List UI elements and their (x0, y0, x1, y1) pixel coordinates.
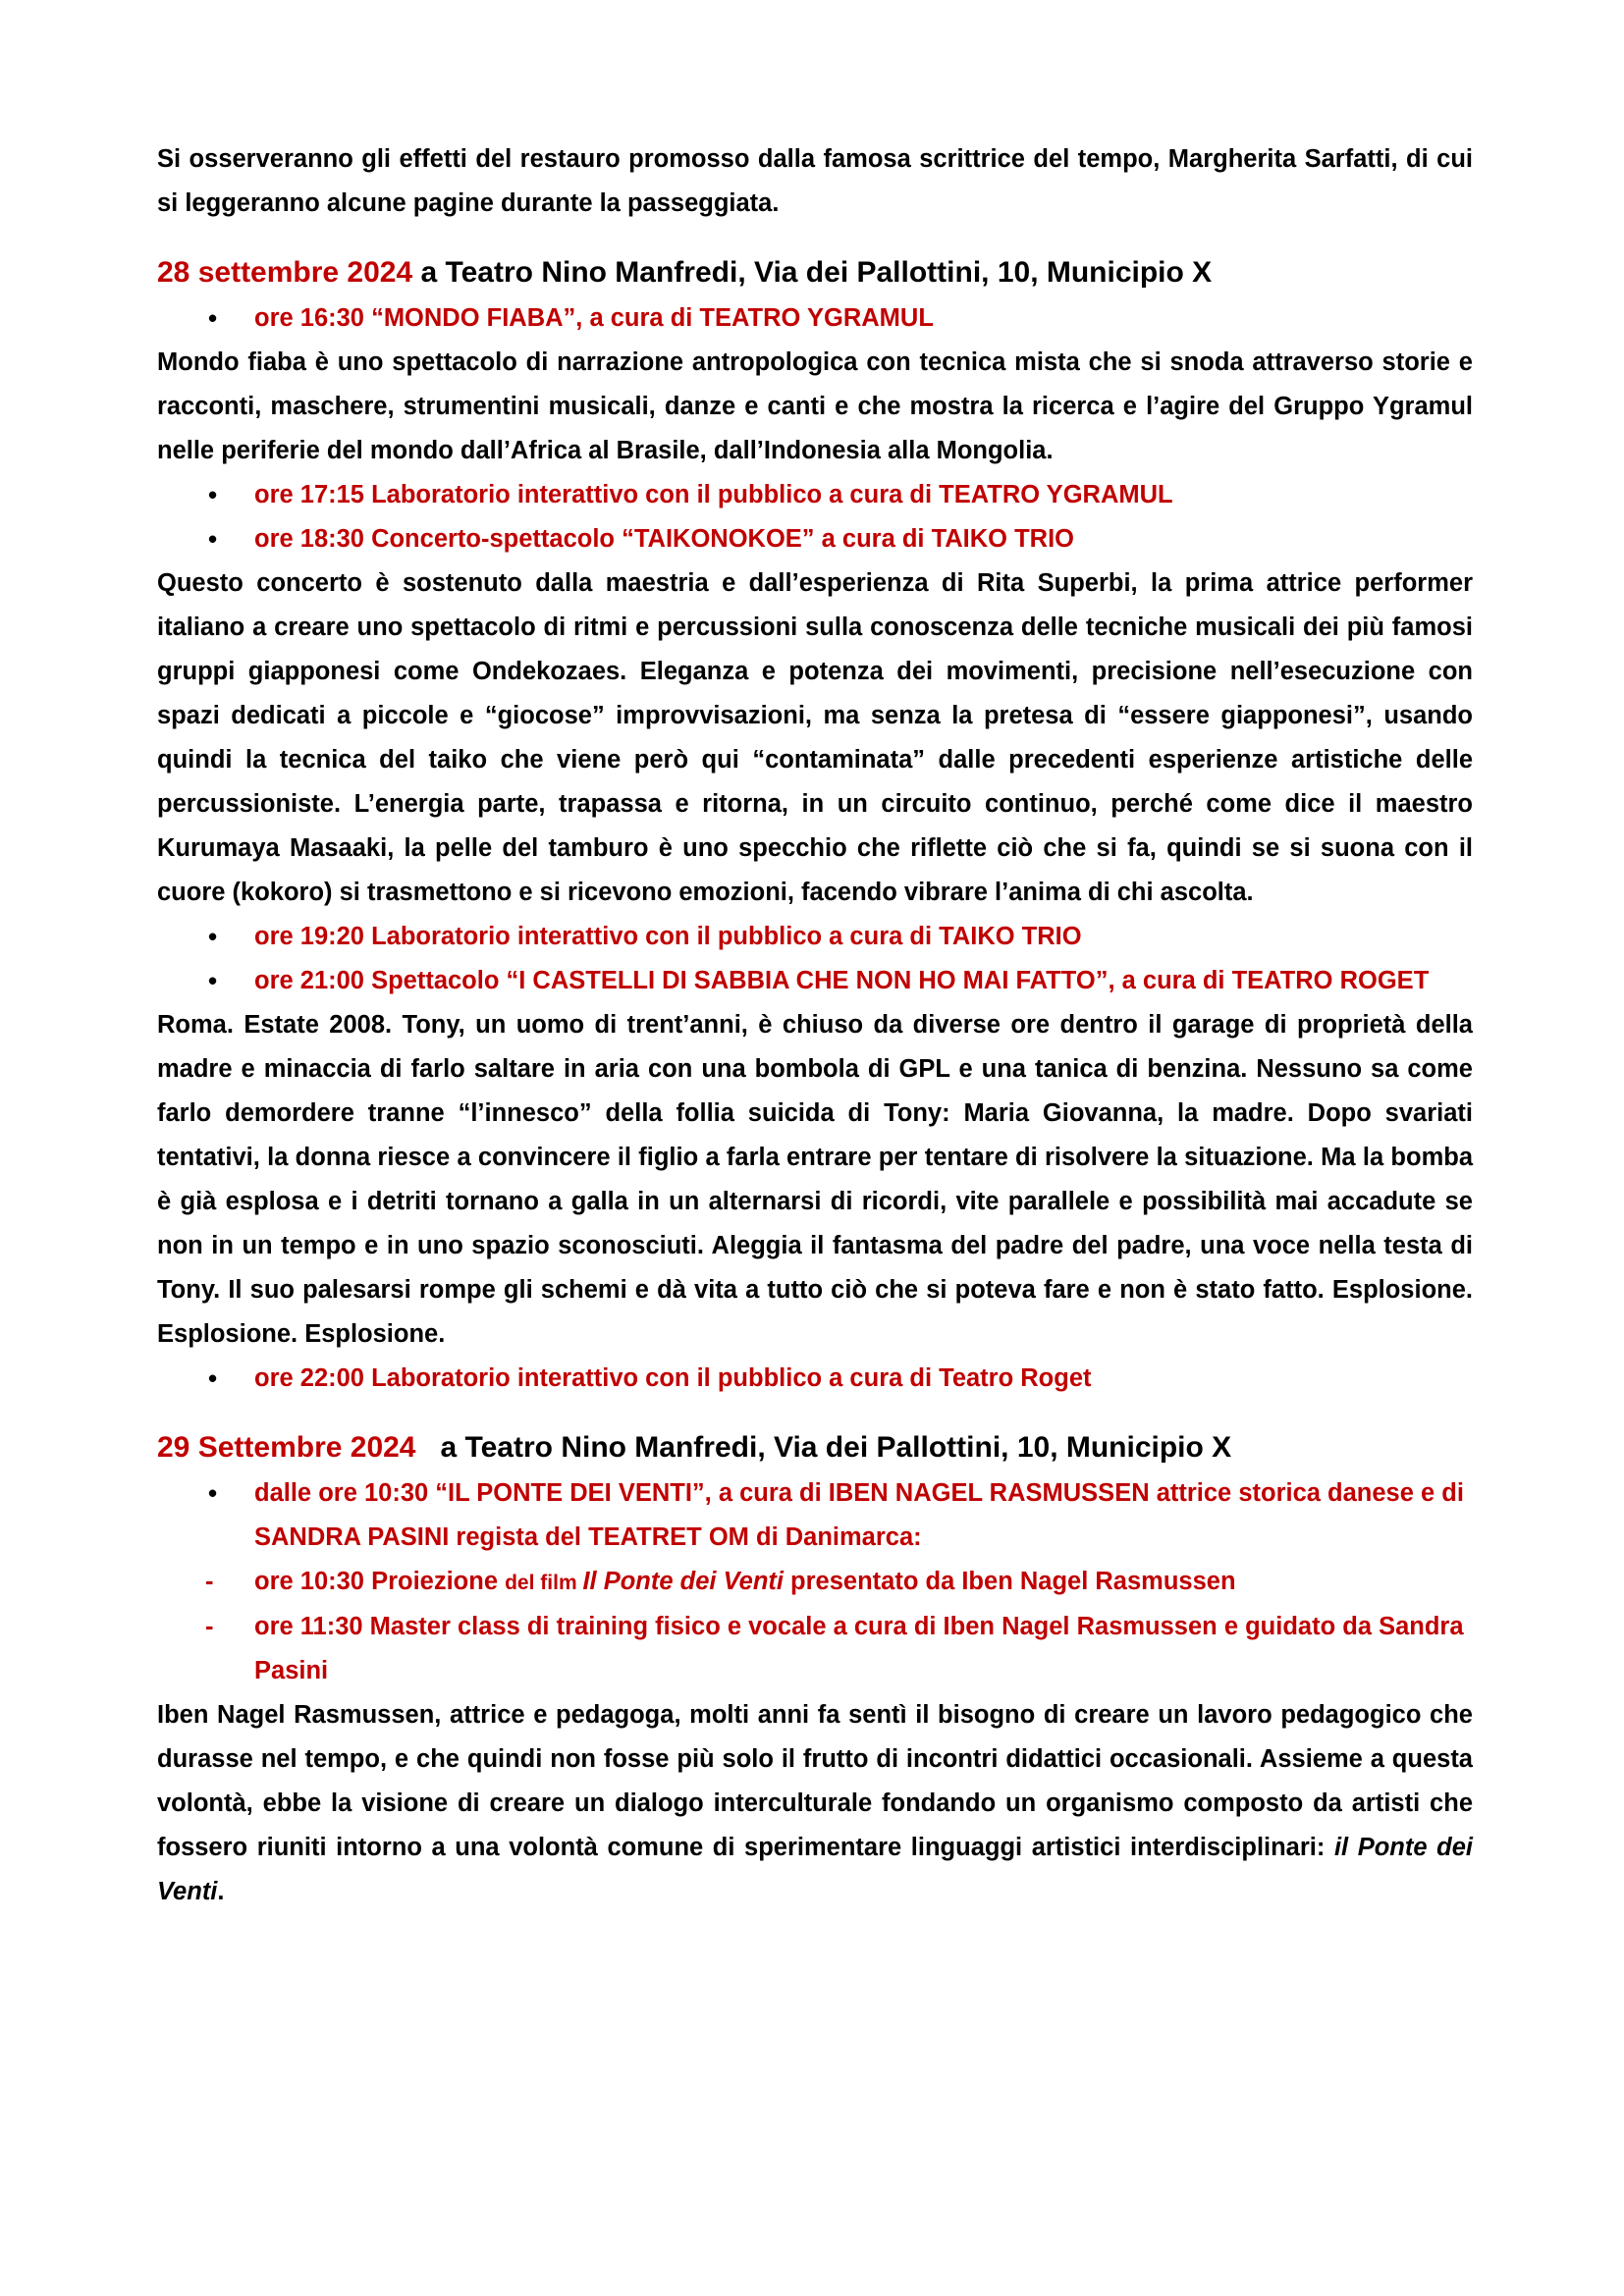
dash-marker: - (205, 1613, 214, 1640)
bullet-icon: • (208, 303, 218, 333)
bullet-icon: • (208, 1363, 218, 1393)
day1-item-2-text: ore 17:15 Laboratorio interattivo con il pubblico a cura di TEATRO YGRAMUL (254, 481, 1173, 508)
day2-subitem-1 (205, 1560, 1473, 1605)
bullet-icon: • (208, 1478, 218, 1508)
day1-item-1-text: ore 16:30 “MONDO FIABA”, a cura di TEATRO YGRAMUL (254, 304, 934, 332)
day1-list-d (157, 915, 1473, 959)
day2-desc-title: il Ponte dei Venti (157, 1834, 1473, 1905)
day1-list-c (157, 517, 1473, 561)
bullet-icon: • (208, 524, 218, 554)
day1-item-4-text: ore 19:20 Laboratorio interattivo con il pubblico a cura di TAIKO TRIO (254, 923, 1082, 950)
day1-item-4 (157, 915, 1473, 959)
day2-list (157, 1471, 1473, 1693)
day1-desc-1: Mondo fiaba è uno spettacolo di narrazione antropologica con tecnica mista che si snoda attraverso storie e racconti, maschere, strumentini musicali, danze e canti e che mostra la ricerca e l’agire del Gruppo Ygramul nelle periferie del mondo dall’Africa al Brasile, dall’Indonesia alla Mongolia. (157, 348, 1473, 464)
day1-item-1 (157, 296, 1473, 341)
day2-desc-end: . (217, 1878, 225, 1905)
day1-list-e (157, 959, 1473, 1003)
day1-item-3 (157, 517, 1473, 561)
dash-marker: - (205, 1568, 214, 1595)
day2-subitem-2 (205, 1605, 1473, 1693)
day1-desc-5: Roma. Estate 2008. Tony, un uomo di trent’anni, è chiuso da diverse ore dentro il garage di proprietà della madre e minaccia di farlo saltare in aria con una bombola di GPL e una tanica di benzina. Nessuno sa come farlo demordere tranne “l’innesco” della follia suicida di Tony: Maria Giovanna, la madre. Dopo svariati tentativi, la donna riesce a convincere il figlio a farla entrare per tentare di risolvere la situazione. Ma la bomba è già esplosa e i detriti tornano a galla in un alternarsi di ricordi, vite parallele e possibilità mai accadute se non in un tempo e in uno spazio sconosciuti. Aleggia il fantasma del padre del padre, una voce nella testa di Tony. Il suo palesarsi rompe gli schemi e dà vita a tutto ciò che si poteva fare e non è stato fatto. Esplosione. Esplosione. Esplosione. (157, 1011, 1473, 1348)
bullet-icon: • (208, 966, 218, 995)
day2-desc-text: Iben Nagel Rasmussen, attrice e pedagoga, molti anni fa sentì il bisogno di creare un lavoro pedagogico che durasse nel tempo, e che quindi non fosse più solo il frutto di incontri didattici occasionali. Assieme a questa volontà, ebbe la visione di creare un dialogo interculturale fondando un organismo composto da artisti che fossero riuniti intorno a una volontà comune di sperimentare linguaggi artistici interdisciplinari: (157, 1701, 1473, 1861)
day1-item-3-text: ore 18:30 Concerto-spettacolo “TAIKONOKOE” a cura di TAIKO TRIO (254, 525, 1075, 553)
day1-item-5 (157, 959, 1473, 1003)
day1-list-f (157, 1357, 1473, 1401)
day2-heading (157, 1426, 1473, 1469)
day1-heading (157, 251, 1473, 294)
day2-subitem-1-pre: ore 10:30 Proiezione (254, 1568, 506, 1595)
day1-list-a (157, 296, 1473, 341)
day2-subitem-2-text: ore 11:30 Master class di training fisico e vocale a cura di Iben Nagel Rasmussen e guidato da Sandra Pasini (254, 1613, 1464, 1684)
day1-item-5-text: ore 21:00 Spettacolo “I CASTELLI DI SABBIA CHE NON HO MAI FATTO”, a cura di TEATRO ROGET (254, 967, 1430, 994)
day2-subitem-1-title: Il Ponte dei Venti (582, 1568, 784, 1595)
day1-desc-3: Questo concerto è sostenuto dalla maestria e dall’esperienza di Rita Superbi, la prima attrice performer italiano a creare uno spettacolo di ritmi e percussioni sulla conoscenza delle tecniche musicali dei più famosi gruppi giapponesi come Ondekozaes. Eleganza e potenza dei movimenti, precisione nell’esecuzione con spazi dedicati a piccole e “giocose” improvvisazioni, ma senza la pretesa di “essere giapponesi”, usando quindi la tecnica del taiko che viene però qui “contaminata” dalle precedenti esperienze artistiche delle percussioniste. L’energia parte, trapassa e ritorna, in un circuito continuo, perché come dice il maestro Kurumaya Masaaki, la pelle del tamburo è uno specchio che riflette ciò che si fa, quindi se si suona con il cuore (kokoro) si trasmettono e si ricevono emozioni, facendo vibrare l’anima di chi ascolta. (157, 569, 1473, 906)
day1-item-2 (157, 473, 1473, 517)
bullet-icon: • (208, 922, 218, 951)
intro-paragraph: Si osserveranno gli effetti del restauro promosso dalla famosa scrittrice del tempo, Margherita Sarfatti, di cui si leggeranno alcune pagine durante la passeggiata. (157, 145, 1473, 217)
day1-item-6-text: ore 22:00 Laboratorio interattivo con il pubblico a cura di Teatro Roget (254, 1364, 1092, 1392)
day2-sublist (205, 1560, 1473, 1693)
day1-venue: a Teatro Nino Manfredi, Via dei Pallottini, 10, Municipio X (412, 256, 1213, 289)
document-page (157, 137, 1473, 1914)
day2-date: 29 Settembre 2024 (157, 1431, 416, 1464)
day1-date: 28 settembre 2024 (157, 256, 413, 289)
day1-list-b (157, 473, 1473, 517)
day2-item-1 (157, 1471, 1473, 1693)
bullet-icon: • (208, 480, 218, 509)
day2-item-1-text: dalle ore 10:30 “IL PONTE DEI VENTI”, a cura di IBEN NAGEL RASMUSSEN attrice storica danese e di SANDRA PASINI regista del TEATRET OM di Danimarca: (254, 1479, 1464, 1551)
day2-subitem-1-small: del film (505, 1572, 583, 1594)
day2-venue: a Teatro Nino Manfredi, Via dei Pallottini, 10, Municipio X (415, 1431, 1232, 1464)
day2-subitem-1-post: presentato da Iben Nagel Rasmussen (783, 1568, 1236, 1595)
day2-desc (157, 1693, 1473, 1914)
day1-item-6 (157, 1357, 1473, 1401)
